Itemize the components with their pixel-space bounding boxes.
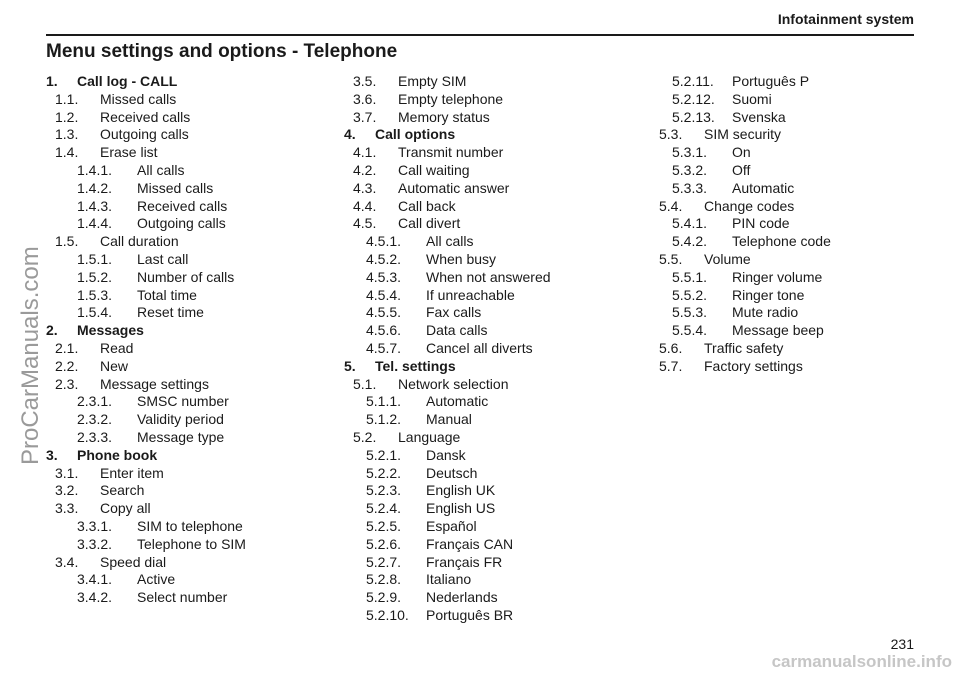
menu-item-label: Call back: [398, 197, 456, 214]
menu-item-label: Fax calls: [426, 304, 482, 321]
menu-item-number: 5.6.: [659, 339, 683, 356]
menu-item-label: Ringer tone: [732, 286, 805, 303]
menu-item-number: 5.2.4.: [366, 500, 402, 517]
menu-item-number: 1.: [46, 73, 58, 89]
menu-item-label: Memory status: [398, 108, 490, 125]
menu-item-label: Missed calls: [100, 90, 177, 107]
menu-item-number: 5.2.: [353, 428, 377, 445]
menu-item-number: 5.2.5.: [366, 517, 402, 534]
menu-item-number: 4.5.6.: [366, 322, 402, 339]
menu-item-number: 1.3.: [55, 126, 79, 143]
menu-item-number: 3.5.: [353, 73, 377, 89]
menu-item-number: 4.5.1.: [366, 233, 402, 250]
menu-item-number: 4.4.: [353, 197, 377, 214]
menu-item-number: 3.4.: [55, 553, 79, 570]
menu-item-label: Erase list: [100, 144, 158, 161]
menu-item-number: 5.3.: [659, 126, 683, 143]
menu-item-label: Data calls: [426, 322, 488, 339]
menu-item-label: Manual: [426, 411, 472, 428]
menu-item-label: Total time: [137, 286, 197, 303]
menu-item-number: 3.1.: [55, 464, 79, 481]
menu-item-number: 1.4.4.: [77, 215, 113, 232]
menu-item-number: 2.3.3.: [77, 428, 113, 445]
menu-item-label: Telephone to SIM: [137, 535, 246, 552]
menu-item-label: Speed dial: [100, 553, 167, 570]
menu-item-number: 2.3.: [55, 375, 79, 392]
menu-item-label: All calls: [426, 233, 474, 250]
menu-item-label: Call options: [375, 126, 456, 143]
menu-item-number: 5.2.3.: [366, 482, 402, 499]
menu-item-number: 5.3.2.: [672, 161, 708, 178]
menu-item-label: Outgoing calls: [137, 215, 226, 232]
menu-item-label: Ringer volume: [732, 268, 823, 285]
menu-item-number: 1.2.: [55, 108, 79, 125]
menu-item-number: 5.5.2.: [672, 286, 708, 303]
menu-item-label: Deutsch: [426, 464, 478, 481]
menu-item-label: Outgoing calls: [100, 126, 189, 143]
menu-item-number: 2.: [46, 322, 58, 339]
menu-item-number: 3.3.2.: [77, 535, 113, 552]
menu-item-label: Phone book: [77, 446, 158, 463]
menu-item-number: 5.5.1.: [672, 268, 708, 285]
menu-item-number: 1.5.3.: [77, 286, 113, 303]
menu-item-label: Message type: [137, 428, 225, 445]
menu-item-number: 1.5.1.: [77, 250, 113, 267]
menu-item-number: 4.5.5.: [366, 304, 402, 321]
menu-item-label: Search: [100, 482, 145, 499]
menu-item-label: SIM security: [704, 126, 782, 143]
menu-item-label: Enter item: [100, 464, 164, 481]
menu-item-number: 5.2.12.: [672, 90, 715, 107]
menu-item-number: 5.5.4.: [672, 322, 708, 339]
menu-item-number: 5.2.10.: [366, 606, 409, 623]
menu-item-number: 4.1.: [353, 144, 377, 161]
menu-item-number: 4.5.3.: [366, 268, 402, 285]
menu-item-label: Volume: [704, 250, 751, 267]
menu-item-number: 3.2.: [55, 482, 79, 499]
menu-item-label: Italiano: [426, 571, 472, 588]
menu-item-number: 5.4.2.: [672, 233, 708, 250]
menu-item-label: Português BR: [426, 606, 514, 623]
menu-item-number: 5.2.8.: [366, 571, 402, 588]
menu-item-number: 4.5.: [353, 215, 377, 232]
menu-item-number: 3.3.: [55, 500, 79, 517]
menu-item-label: Call log - CALL: [77, 73, 178, 89]
menu-item-label: Messages: [77, 322, 144, 339]
menu-item-label: Language: [398, 428, 461, 445]
menu-item-number: 5.1.1.: [366, 393, 402, 410]
footer-watermark: carmanualsonline.info: [771, 652, 952, 671]
menu-item-number: 5.2.6.: [366, 535, 402, 552]
menu-item-label: Last call: [137, 250, 189, 267]
menu-item-number: 5.2.11.: [672, 73, 714, 89]
menu-item-number: 5.4.1.: [672, 215, 708, 232]
menu-item-label: Automatic: [426, 393, 489, 410]
menu-item-number: 5.4.: [659, 197, 683, 214]
menu-item-number: 5.1.: [353, 375, 377, 392]
menu-item-number: 1.4.: [55, 144, 79, 161]
menu-item-label: SMSC number: [137, 393, 229, 410]
menu-item-number: 3.6.: [353, 90, 377, 107]
menu-item-number: 4.2.: [353, 161, 377, 178]
menu-item-label: When not answered: [426, 268, 551, 285]
menu-item-label: Missed calls: [137, 179, 214, 196]
menu-item-number: 5.5.: [659, 250, 683, 267]
menu-item-number: 5.5.3.: [672, 304, 708, 321]
menu-item-number: 5.: [344, 357, 356, 374]
page-title: Menu settings and options - Telephone: [46, 41, 398, 62]
menu-item-label: Call waiting: [398, 161, 470, 178]
menu-item-label: New: [100, 357, 129, 374]
menu-item-label: Call divert: [398, 215, 461, 232]
menu-item-label: Français FR: [426, 553, 503, 570]
menu-item-label: Français CAN: [426, 535, 514, 552]
menu-item-label: Message beep: [732, 322, 824, 339]
menu-item-label: Tel. settings: [375, 357, 456, 374]
menu-item-label: Svenska: [732, 108, 786, 125]
menu-item-number: 4.5.7.: [366, 339, 402, 356]
menu-item-number: 4.3.: [353, 179, 377, 196]
menu-item-number: 5.3.3.: [672, 179, 708, 196]
menu-item-label: Nederlands: [426, 589, 498, 606]
menu-item-number: 3.: [46, 446, 58, 463]
menu-item-label: Traffic safety: [704, 339, 784, 356]
menu-item-number: 5.2.13.: [672, 108, 715, 125]
menu-item-label: English UK: [426, 482, 496, 499]
menu-item-label: Empty telephone: [398, 90, 504, 107]
menu-item-label: Select number: [137, 589, 228, 606]
menu-item-label: Cancel all diverts: [426, 339, 533, 356]
menu-item-number: 4.: [344, 126, 356, 143]
menu-item-number: 2.3.1.: [77, 393, 113, 410]
menu-item-label: Mute radio: [732, 304, 799, 321]
menu-item-label: Automatic answer: [398, 179, 510, 196]
menu-item-number: 1.4.1.: [77, 161, 113, 178]
menu-item-label: On: [732, 144, 751, 161]
menu-item-label: English US: [426, 500, 496, 517]
menu-item-label: Off: [732, 161, 751, 178]
menu-item-number: 1.5.: [55, 233, 79, 250]
menu-item-number: 1.4.3.: [77, 197, 113, 214]
menu-item-number: 1.4.2.: [77, 179, 113, 196]
menu-item-label: Reset time: [137, 304, 204, 321]
running-header: Infotainment system: [777, 11, 914, 27]
menu-item-number: 2.3.2.: [77, 411, 113, 428]
menu-item-label: Dansk: [426, 446, 466, 463]
menu-item-label: PIN code: [732, 215, 790, 232]
menu-item-number: 5.1.2.: [366, 411, 402, 428]
menu-item-label: Received calls: [100, 108, 191, 125]
menu-item-label: Empty SIM: [398, 73, 467, 89]
menu-item-label: Network selection: [398, 375, 509, 392]
menu-item-label: Automatic: [732, 179, 795, 196]
menu-item-number: 3.4.2.: [77, 589, 113, 606]
menu-item-label: Active: [137, 571, 176, 588]
menu-item-label: Validity period: [137, 411, 224, 428]
menu-item-label: Read: [100, 339, 134, 356]
menu-item-label: Telephone code: [732, 233, 831, 250]
menu-item-number: 2.1.: [55, 339, 79, 356]
menu-item-label: Suomi: [732, 90, 772, 107]
menu-item-label: Factory settings: [704, 357, 803, 374]
menu-item-label: Call duration: [100, 233, 179, 250]
menu-item-label: Message settings: [100, 375, 209, 392]
menu-item-number: 2.2.: [55, 357, 79, 374]
side-watermark-text: ProCarManuals.com: [17, 246, 44, 465]
menu-item-number: 3.7.: [353, 108, 377, 125]
page-number: 231: [890, 636, 914, 652]
menu-item-label: SIM to telephone: [137, 517, 243, 534]
menu-item-label: All calls: [137, 161, 185, 178]
menu-item-number: 1.1.: [55, 90, 79, 107]
menu-item-label: Copy all: [100, 500, 151, 517]
menu-item-label: Español: [426, 517, 477, 534]
menu-item-number: 4.5.2.: [366, 250, 402, 267]
menu-item-number: 3.3.1.: [77, 517, 113, 534]
menu-item-number: 4.5.4.: [366, 286, 402, 303]
menu-item-label: When busy: [426, 250, 497, 267]
menu-item-number: 5.2.9.: [366, 589, 402, 606]
menu-item-label: Received calls: [137, 197, 228, 214]
menu-item-number: 3.4.1.: [77, 571, 113, 588]
menu-item-label: If unreachable: [426, 286, 515, 303]
menu-item-label: Português P: [732, 73, 810, 89]
menu-item-number: 5.3.1.: [672, 144, 708, 161]
side-watermark: [10, 230, 52, 465]
menu-item-label: Transmit number: [398, 144, 504, 161]
menu-item-label: Change codes: [704, 197, 795, 214]
menu-item-number: 5.2.2.: [366, 464, 402, 481]
header-rule: [46, 34, 914, 36]
menu-item-number: 5.2.7.: [366, 553, 402, 570]
menu-item-number: 1.5.4.: [77, 304, 113, 321]
menu-item-number: 5.2.1.: [366, 446, 402, 463]
menu-item-label: Number of calls: [137, 268, 235, 285]
menu-item-number: 5.7.: [659, 357, 683, 374]
menu-item-number: 1.5.2.: [77, 268, 113, 285]
